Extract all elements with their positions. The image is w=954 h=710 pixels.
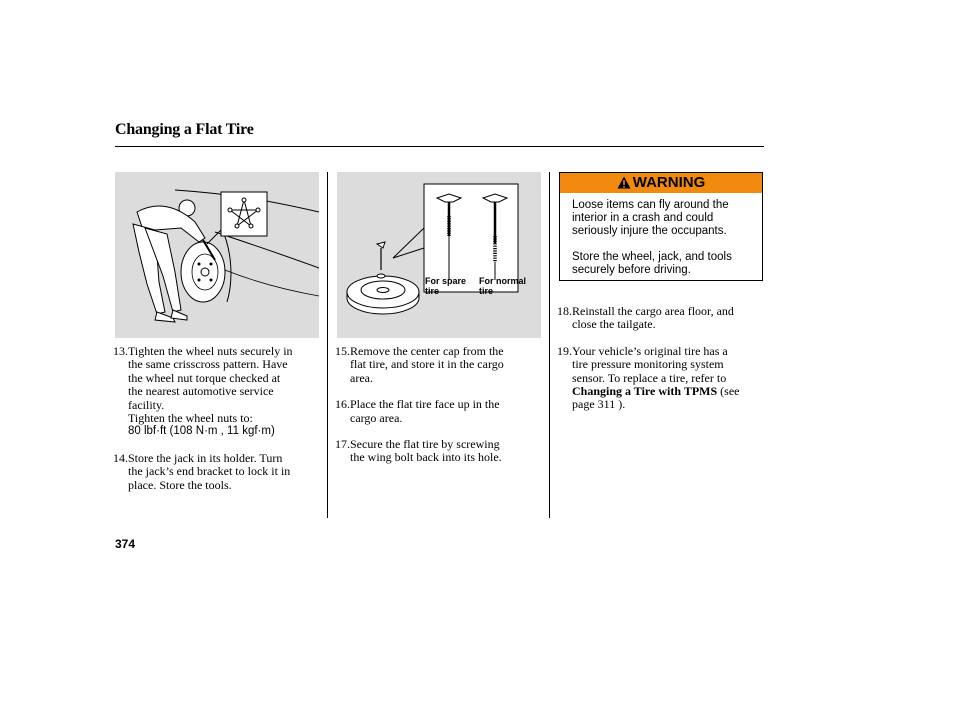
warning-paragraph-1: Loose items can fly around the interior in a crash and could seriously injure the occupants.: [572, 199, 729, 237]
step-text: Store the jack in its holder. Turn the jack’s end bracket to lock it in place. Store the tools.: [128, 450, 291, 492]
step-18: [559, 305, 769, 332]
step-number: 19.: [557, 343, 572, 358]
steps-column-3: [559, 305, 769, 425]
step-text: Remove the center cap from the flat tire, and store it in the cargo area.: [350, 344, 504, 385]
page-number: 374: [115, 537, 136, 551]
step-number: 14.: [113, 450, 128, 465]
normal-tire-label: For normal tire: [479, 276, 527, 296]
warning-triangle-icon: [617, 175, 631, 195]
page-title: Changing a Flat Tire: [115, 121, 254, 138]
tpms-reference-link[interactable]: Changing a Tire with TPMS: [572, 384, 718, 399]
warning-header: [560, 173, 762, 193]
step-number: 17.: [335, 437, 350, 452]
steps-column-2: [337, 345, 547, 478]
wheel-nut-illustration: [115, 172, 319, 338]
step-19: [559, 345, 769, 412]
see-text: (see: [717, 384, 740, 399]
step-number: 18.: [557, 304, 572, 318]
step-text: Secure the flat tire by screwing the wing bolt back into its hole.: [350, 437, 502, 465]
step-13: [115, 345, 325, 439]
warning-heading: WARNING: [632, 174, 706, 191]
warning-box: [559, 172, 763, 281]
warning-body: [560, 193, 762, 277]
step-number: 13.: [113, 344, 128, 358]
title-rule: [115, 146, 764, 147]
column-divider-1: [327, 172, 328, 518]
warning-paragraph-2: Store the wheel, jack, and tools securely before driving.: [572, 251, 732, 276]
step-17: [337, 438, 547, 465]
steps-column-1: [115, 345, 325, 505]
step-text: Reinstall the cargo area floor, and close the tailgate.: [572, 304, 734, 332]
column-divider-2: [549, 172, 550, 518]
step-number: 15.: [335, 344, 350, 358]
step-15: [337, 345, 547, 385]
step-text: Place the flat tire face up in the cargo area.: [350, 397, 500, 425]
step-text: Your vehicle’s original tire has a tire pressure monitoring system sensor. To replace a tire, refer to: [572, 343, 728, 385]
wing-bolt-illustration: [337, 172, 541, 338]
page-reference[interactable]: page 311 ).: [572, 397, 626, 412]
step-number: 16.: [335, 397, 350, 412]
torque-spec: 80 lbf·ft (108 N·m , 11 kgf·m): [128, 425, 275, 438]
spare-tire-label: For spare tire: [425, 276, 467, 296]
step-16: [337, 398, 547, 425]
step-14: [115, 452, 325, 492]
step-text: Tighten the wheel nuts securely in the same crisscross pattern. Have the wheel nut torque checked at the nearest automotive service facility. Tighten the wheel nuts to:: [128, 344, 293, 426]
